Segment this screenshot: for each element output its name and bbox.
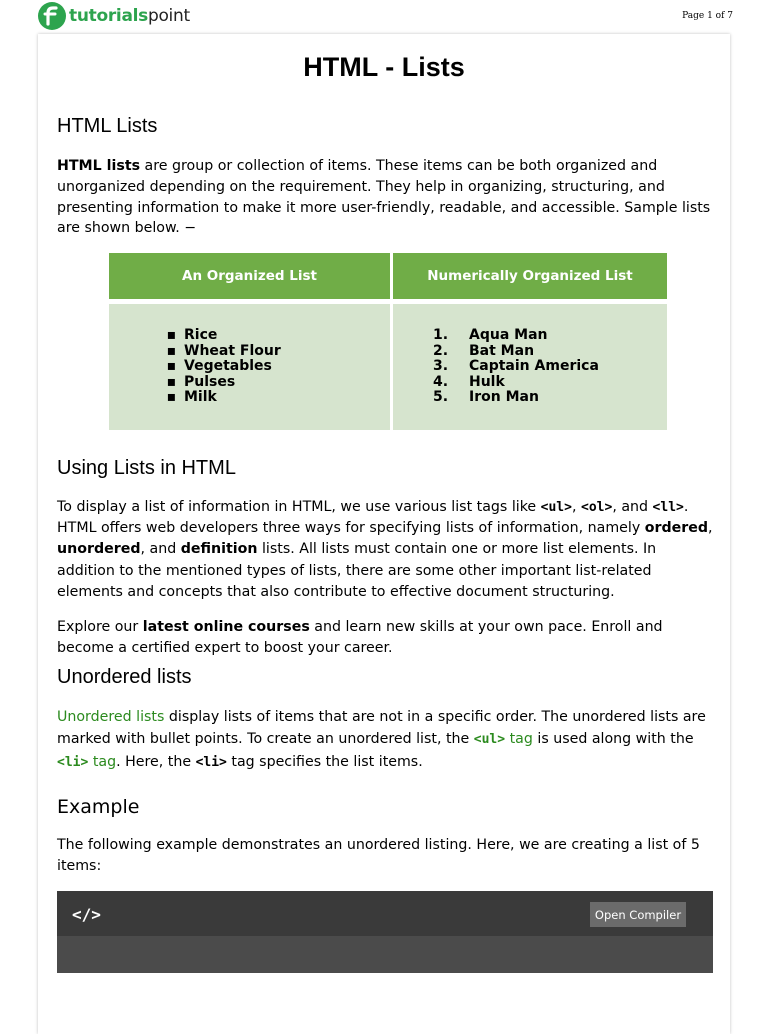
organized-list-cell <box>109 304 390 430</box>
sample-lists-table <box>109 253 667 430</box>
page-title: HTML - Lists <box>303 52 465 82</box>
ul-tag-code[interactable]: <ul> <box>473 732 506 747</box>
organized-list-header: An Organized List <box>109 253 390 299</box>
li-tag-code[interactable]: <li> <box>57 755 89 770</box>
section-heading-html-lists: HTML Lists <box>57 115 158 137</box>
unordered-lists-link[interactable]: Unordered lists <box>57 709 165 725</box>
list-item: ▪ Wheat Flour <box>166 342 281 359</box>
using-lists-paragraph: To display a list of information in HTML, we use various list tags like <ul>, <ol>, and <ll>. HTML offers web developers three ways for specifying lists of information, namely ordered, unordered, and definition lists. All lists must contain one or more list elements. In addition to the mentioned types of lists, there are some other important list-related elements and concepts that also contribute to effective document structuring. <box>57 499 713 600</box>
courses-paragraph: Explore our latest online courses and learn new skills at your own pace. Enroll and become a certified expert to boost your career. <box>57 619 663 656</box>
list-item: ▪ Pulses <box>166 373 236 390</box>
tutorialspoint-logo[interactable] <box>38 2 190 30</box>
numeric-list-cell <box>393 304 667 430</box>
logo-mark-icon <box>38 2 66 30</box>
section-heading-using-lists: Using Lists in HTML <box>57 457 236 479</box>
list-item: ▪ Milk <box>166 389 217 406</box>
list-item: ▪ Vegetables <box>166 358 272 375</box>
intro-paragraph: HTML lists are group or collection of items. These items can be both organized and unorganized depending on the requirement. They help in organizing, structuring, and presenting information to make it more user-friendly, readable, and accessible. Sample lists are shown below. − <box>57 158 711 237</box>
section-heading-unordered-lists: Unordered lists <box>57 666 192 688</box>
li-tag-link[interactable]: tag <box>88 754 117 770</box>
logo-text: tutorialspoint <box>69 6 190 26</box>
list-item: 2. Bat Man <box>433 342 535 359</box>
code-example-box <box>57 891 713 973</box>
list-item: 5. Iron Man <box>433 389 539 406</box>
unordered-lists-paragraph: Unordered lists display lists of items that are not in a specific order. The unordered lists are marked with bullet points. To create an unordered list, the <ul> tag is used along with the <li> tag. Here, the <li> tag specifies the list items. <box>57 709 706 770</box>
latest-courses-text: latest online courses <box>142 619 310 635</box>
list-item: ▪ Rice <box>166 327 218 343</box>
ul-tag-link[interactable]: tag <box>505 731 533 747</box>
numbered-list <box>433 328 599 406</box>
top-bar <box>0 0 768 34</box>
example-paragraph: The following example demonstrates an unordered listing. Here, we are creating a list of 5 items: <box>57 837 700 874</box>
example-heading: Example <box>57 796 140 818</box>
code-toolbar <box>57 891 713 936</box>
page-indicator: Page 1 of 7 <box>682 11 733 21</box>
list-item: 4. Hulk <box>433 373 505 390</box>
open-compiler-button[interactable]: Open Compiler <box>590 902 686 927</box>
code-icon: </> <box>72 905 101 924</box>
list-item: 1. Aqua Man <box>433 327 548 343</box>
list-item: 3. Captain America <box>433 358 599 375</box>
numeric-list-header: Numerically Organized List <box>393 253 667 299</box>
bullet-list <box>159 328 281 406</box>
